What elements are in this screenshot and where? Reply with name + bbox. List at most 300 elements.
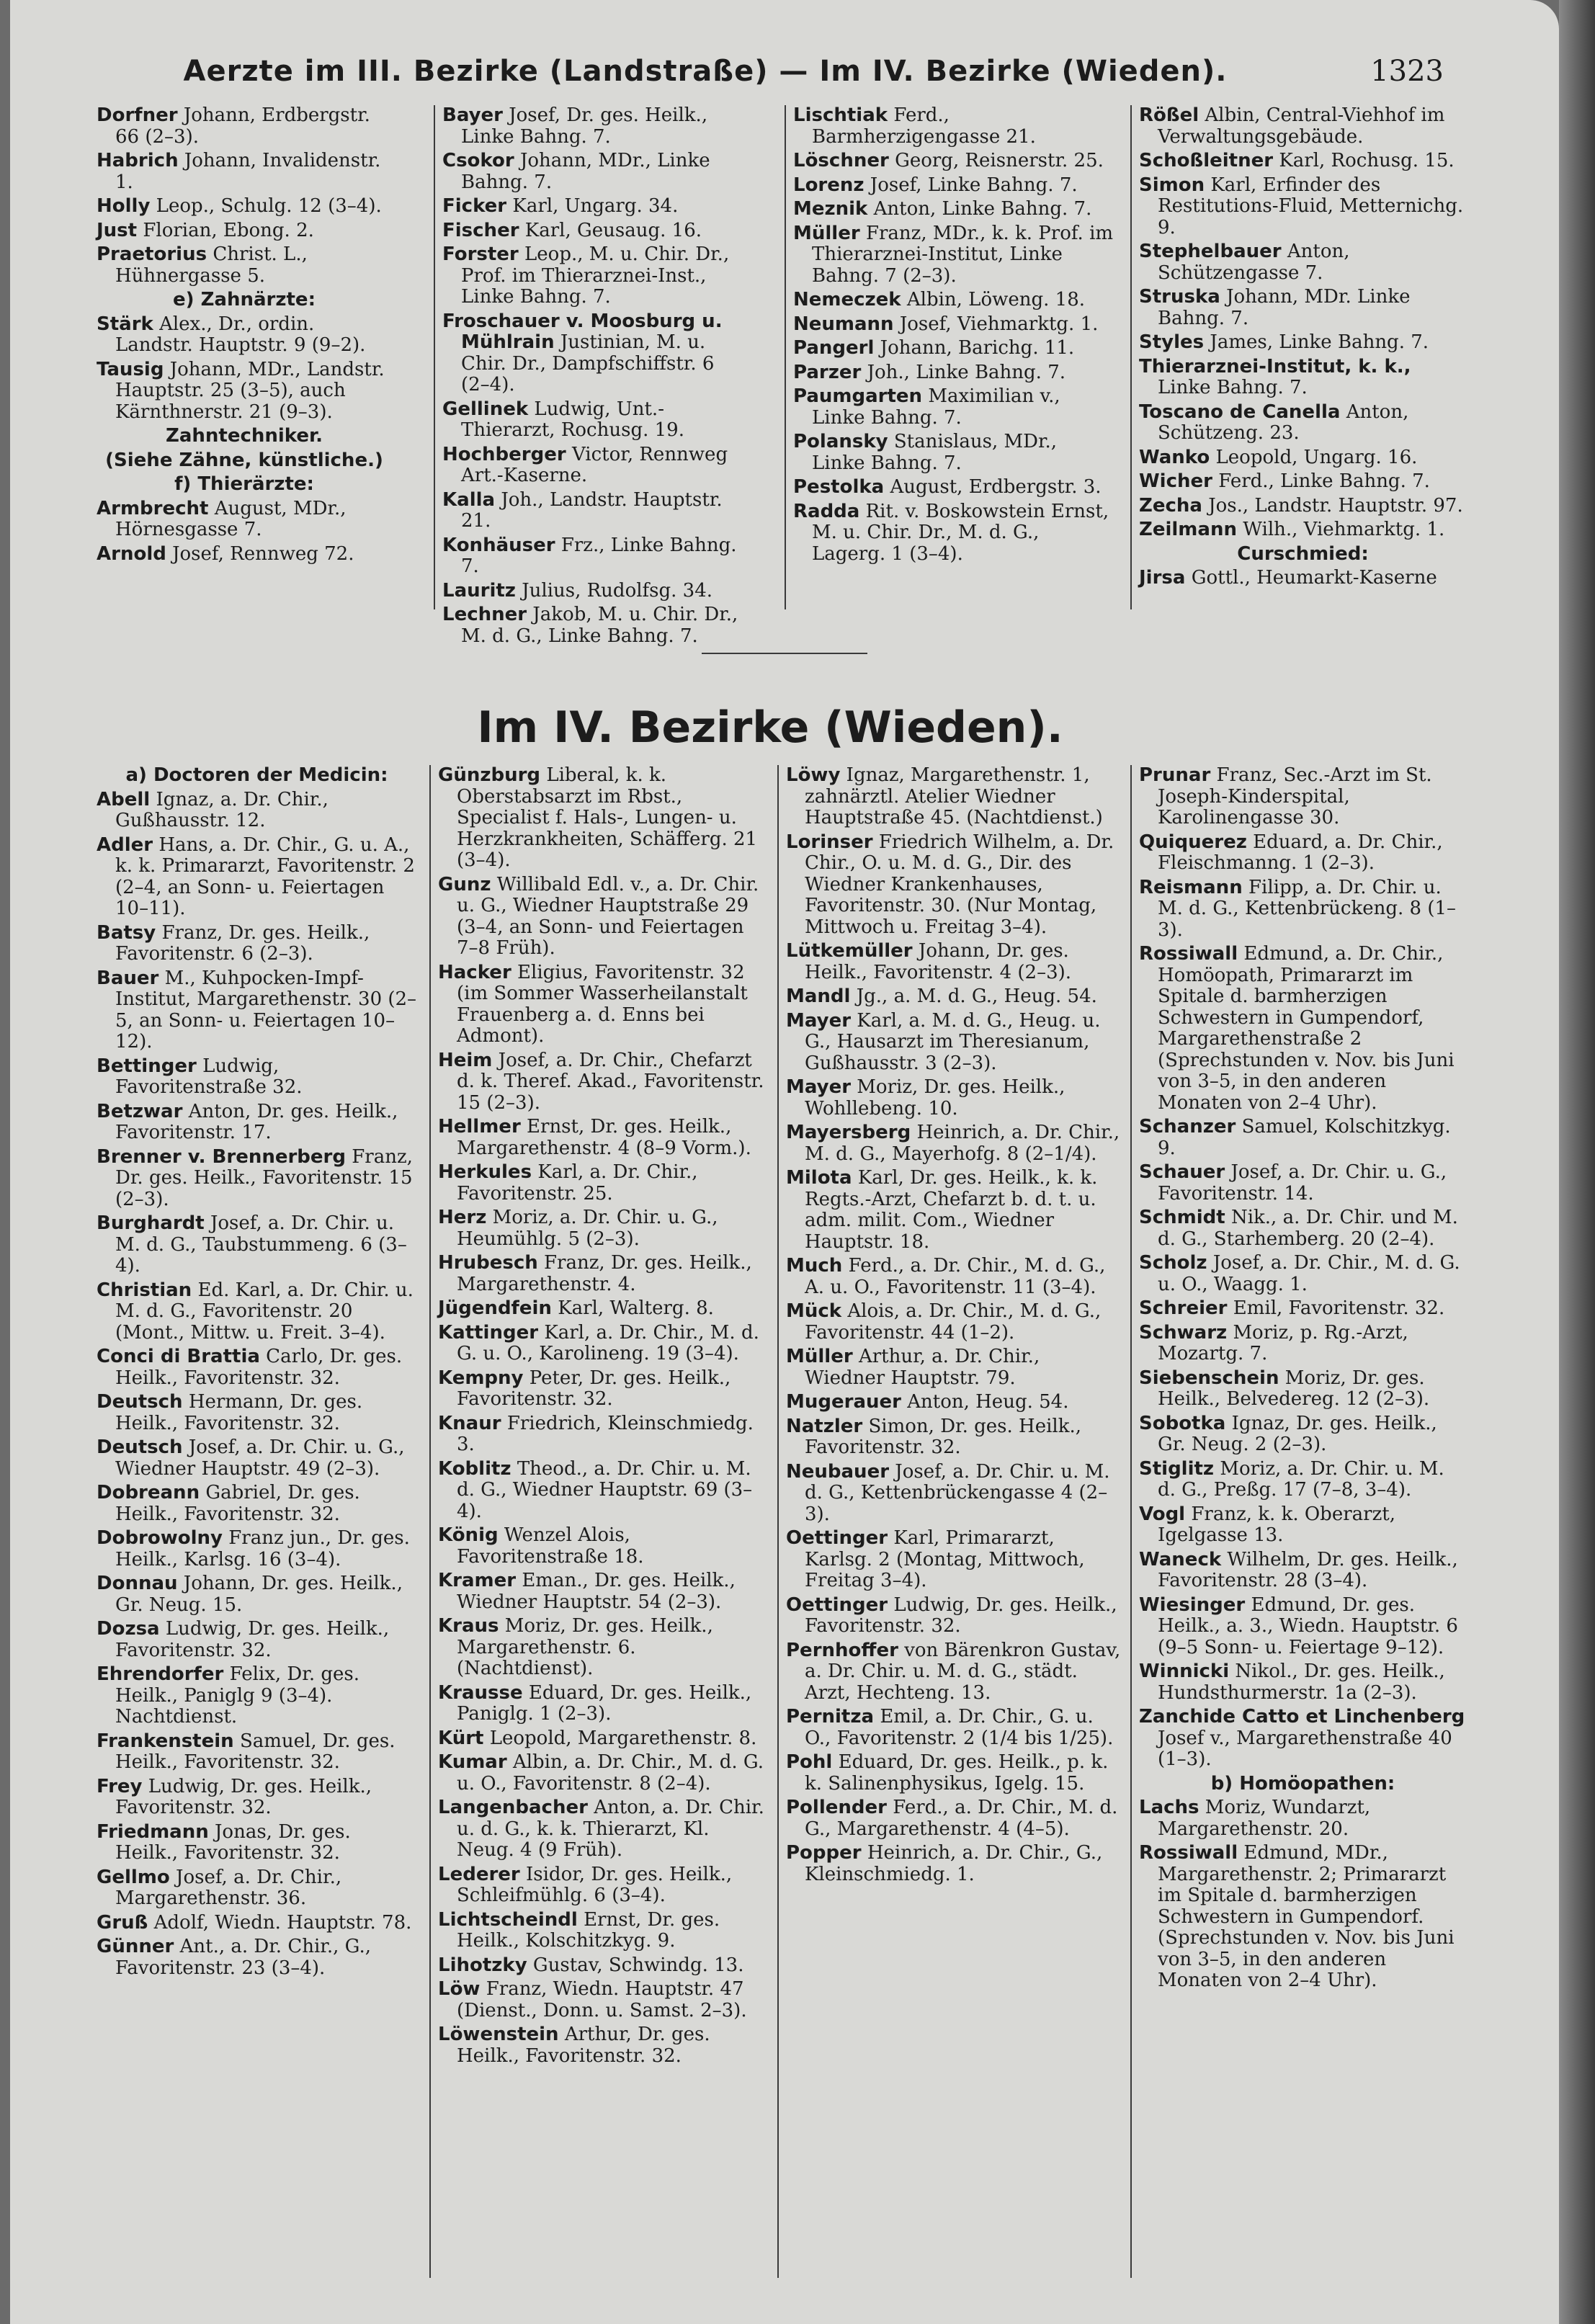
entry-name: Wanko <box>1139 446 1210 468</box>
entry-name: Scholz <box>1139 1252 1207 1274</box>
entry-details: Johann, Barichg. 11. <box>880 337 1075 359</box>
entry-details: Florian, Ebong. 2. <box>143 219 314 241</box>
directory-entry <box>97 1936 417 1979</box>
entry-name: Jügendfein <box>438 1297 552 1319</box>
entry-details: Albin, a. Dr. Chir., M. d. G. u. O., Favoritenstr. 8 (2–4). <box>457 1751 764 1795</box>
directory-entry <box>1139 1323 1467 1365</box>
directory-entry <box>1139 332 1467 354</box>
directory-entry <box>786 1122 1125 1165</box>
entry-details: Peter, Dr. ges. Heilk., Favoritenstr. 32. <box>457 1367 731 1410</box>
directory-entry <box>786 1077 1125 1119</box>
entry-name: Popper <box>786 1842 862 1864</box>
directory-entry <box>442 311 741 396</box>
entry-details: Karl, Erfinder des Restitutions-Fluid, Metternichg. 9. <box>1158 174 1464 238</box>
entry-name: Brenner v. Brennerberg <box>97 1145 346 1168</box>
bottom-column-2 <box>438 765 769 2292</box>
entry-name: Lischtiak <box>793 104 888 126</box>
entry-name: Gruß <box>97 1911 148 1934</box>
entry-name: Kraus <box>438 1615 499 1637</box>
entry-name: Frey <box>97 1775 143 1797</box>
entry-details: Karl, Dr. ges. Heilk., k. k. Regts.-Arzt, Chefarzt b. d. t. u. adm. milit. Com., Wiedner Hauptstr. 18. <box>805 1167 1098 1253</box>
directory-entry <box>1139 1413 1467 1456</box>
directory-entry <box>793 175 1114 197</box>
entry-name: Fischer <box>442 219 519 241</box>
entry-details: Johann, Dr. ges. Heilk., Gr. Neug. 15. <box>115 1573 403 1616</box>
section-heading: a) Doctoren der Medicin: <box>125 764 388 786</box>
entry-details: Johann, Dr. ges. Heilk., Favoritenstr. 4 (2–3). <box>805 940 1072 983</box>
entry-name: Pangerl <box>793 337 875 359</box>
entry-name: Bayer <box>442 104 503 126</box>
entry-details: Nikol., Dr. ges. Heilk., Hundsthurmerstr. 1a (2–3). <box>1158 1661 1445 1704</box>
directory-entry <box>438 875 769 960</box>
entry-name: Zanchide Catto et Linchenberg <box>1139 1706 1465 1728</box>
directory-entry <box>786 1416 1125 1459</box>
entry-name: Rößel <box>1139 104 1199 126</box>
entry-name: Neumann <box>793 313 894 335</box>
entry-name: Jirsa <box>1139 567 1186 589</box>
directory-entry <box>1139 1797 1467 1840</box>
entry-details: Edmund, a. Dr. Chir., Homöopath, Primararzt im Spitale d. barmherzigen Schwestern in Gumpendorf, Margarethenstraße 2 (Sprechstunden v. Nov. bis Juni von 3–5, in den anderen Monaten von 2–4 Uhr). <box>1158 943 1455 1114</box>
directory-entry <box>786 765 1125 829</box>
entry-name: Oettinger <box>786 1594 888 1616</box>
entry-details: Heinrich, a. Dr. Chir., M. d. G., Mayerhofg. 8 (2–1/4). <box>805 1122 1120 1165</box>
entry-details: Johann, MDr., Landstr. Hauptstr. 25 (3–5), auch Kärnthnerstr. 21 (9–3). <box>115 358 385 423</box>
entry-name: Deutsch <box>97 1391 183 1413</box>
directory-entry <box>97 1913 417 1934</box>
entry-name: Tausig <box>97 358 164 380</box>
entry-name: Gellinek <box>442 398 529 420</box>
entry-name: Meznik <box>793 198 868 220</box>
directory-entry <box>442 399 741 442</box>
directory-entry <box>97 105 392 148</box>
entry-name: Stiglitz <box>1139 1457 1215 1480</box>
entry-name: Lauritz <box>442 579 516 602</box>
entry-name: Vogl <box>1139 1503 1186 1525</box>
entry-name: Struska <box>1139 286 1220 308</box>
section-heading: b) Homöopathen: <box>1210 1772 1395 1795</box>
directory-entry <box>97 1213 417 1277</box>
entry-details: James, Linke Bahng. 7. <box>1210 331 1429 353</box>
entry-name: Zeilmann <box>1139 519 1237 540</box>
entry-name: Lütkemüller <box>786 940 913 962</box>
entry-name: Mandl <box>786 986 851 1007</box>
directory-entry <box>97 1280 417 1344</box>
directory-entry <box>438 1728 769 1750</box>
entry-details: Ed. Karl, a. Dr. Chir. u. M. d. G., Favoritenstr. 20 (Mont., Mittw. u. Freit. 3–4). <box>115 1279 414 1344</box>
entry-details: Ludwig, Dr. ges. Heilk., Favoritenstr. 32. <box>115 1618 390 1661</box>
entry-name: Sobotka <box>1139 1412 1226 1434</box>
entry-name: Pestolka <box>793 476 885 498</box>
entry-details: Franz jun., Dr. ges. Heilk., Karlsg. 16 (3–4). <box>115 1527 410 1570</box>
page-edge-shadow <box>1559 0 1595 2324</box>
entry-name: Neubauer <box>786 1460 890 1483</box>
entry-details: Moriz, a. Dr. Chir. u. M. d. G., Preßg. 17 (7–8, 3–4). <box>1158 1457 1444 1501</box>
directory-entry <box>793 432 1114 474</box>
entry-details: Karl, Geusaug. 16. <box>524 219 702 241</box>
entry-details: von Bärenkron Gustav, a. Dr. Chir. u. M. d. G., städt. Arzt, Hechteng. 13. <box>805 1639 1121 1704</box>
directory-entry <box>438 1323 769 1365</box>
entry-name: Mugerauer <box>786 1391 901 1413</box>
directory-entry <box>97 244 392 287</box>
entry-name: Kattinger <box>438 1321 539 1344</box>
column-divider <box>777 765 779 2278</box>
entry-name: Csokor <box>442 150 514 171</box>
entry-details: Leopold, Margarethenstr. 8. <box>489 1727 757 1749</box>
entry-name: Friedmann <box>97 1820 209 1843</box>
directory-entry <box>793 386 1114 429</box>
directory-entry <box>786 1843 1125 1885</box>
entry-details: Josef, Dr. ges. Heilk., Linke Bahng. 7. <box>461 104 708 148</box>
entry-name: Milota <box>786 1167 852 1189</box>
directory-entry <box>1139 496 1467 517</box>
entry-details: Moriz, Dr. ges. Heilk., Margarethenstr. 6. (Nachtdienst). <box>457 1615 713 1679</box>
directory-entry <box>97 790 417 832</box>
entry-name: Zecha <box>1139 494 1202 517</box>
directory-entry <box>1139 1504 1467 1547</box>
entry-name: Radda <box>793 500 860 522</box>
directory-entry <box>442 244 741 308</box>
entry-details: Frz., Linke Bahng. 7. <box>461 534 737 577</box>
entry-details: Friedrich, Kleinschmiedg. 3. <box>457 1412 754 1455</box>
entry-name: Hellmer <box>438 1116 521 1138</box>
entry-name: Schreier <box>1139 1297 1228 1319</box>
entry-name: Much <box>786 1255 843 1277</box>
section-heading: (Siehe Zähne, künstliche.) <box>105 449 383 471</box>
directory-entry <box>438 1864 769 1907</box>
entry-name: Koblitz <box>438 1457 511 1480</box>
entry-name: Löwy <box>786 764 841 786</box>
entry-name: Stephelbauer <box>1139 241 1282 262</box>
entry-details: Franz, Wiedn. Hauptstr. 47 (Dienst., Donn. u. Samst. 2–3). <box>457 1978 747 2021</box>
entry-name: Stärk <box>97 313 153 335</box>
entry-name: Müller <box>786 1346 853 1367</box>
entry-name: Pernhoffer <box>786 1639 898 1661</box>
entry-details: Josef, Linke Bahng. 7. <box>870 174 1078 196</box>
directory-entry <box>442 105 741 148</box>
entry-name: Lorinser <box>786 831 873 853</box>
directory-entry <box>793 477 1114 499</box>
column-divider <box>1130 105 1132 609</box>
entry-name: Schmidt <box>1139 1207 1225 1228</box>
section-rule <box>702 653 867 654</box>
entry-details: Friedrich Wilhelm, a. Dr. Chir., O. u. M. d. G., Dir. des Wiedner Krankenhauses, Favoritenstr. 30. (Nur Montag, Mittwoch u. Freitag 3–4). <box>805 831 1114 938</box>
top-column-2 <box>442 104 741 647</box>
directory-entry <box>97 1483 417 1525</box>
directory-entry <box>438 2024 769 2067</box>
directory-entry <box>97 968 417 1053</box>
entry-name: Schoßleitner <box>1139 150 1274 171</box>
entry-name: Betzwar <box>97 1100 183 1122</box>
entry-details: Karl, Rochusg. 15. <box>1279 150 1455 171</box>
entry-name: Reismann <box>1139 876 1243 898</box>
entry-details: Edmund, Dr. ges. Heilk., a. 3., Wiedn. Hauptstr. 6 (9–5 Sonn- u. Feiertage 9–12). <box>1158 1594 1458 1658</box>
entry-name: Dozsa <box>97 1618 160 1640</box>
entry-details: Josef v., Margarethenstraße 40 (1–3). <box>1158 1727 1452 1770</box>
directory-entry <box>1139 519 1467 541</box>
entry-name: Ehrendorfer <box>97 1663 224 1685</box>
entry-details: Leop., M. u. Chir. Dr., Prof. im Thierarznei-Inst., Linke Bahng. 7. <box>461 243 730 308</box>
entry-name: Burghardt <box>97 1212 205 1234</box>
entry-name: Forster <box>442 243 519 265</box>
directory-entry <box>97 1346 417 1389</box>
entry-name: Müller <box>793 222 860 244</box>
entry-details: Linke Bahng. 7. <box>1158 377 1308 398</box>
entry-details: Hermann, Dr. ges. Heilk., Favoritenstr. 32. <box>115 1391 363 1434</box>
entry-details: Carlo, Dr. ges. Heilk., Favoritenstr. 32. <box>115 1346 403 1389</box>
entry-name: Krausse <box>438 1681 523 1704</box>
directory-entry <box>442 535 741 578</box>
entry-details: Ludwig, Dr. ges. Heilk., Favoritenstr. 32. <box>805 1594 1117 1637</box>
directory-entry <box>442 196 741 218</box>
directory-entry <box>793 362 1114 384</box>
entry-name: Pollender <box>786 1797 887 1818</box>
directory-entry <box>786 1595 1125 1637</box>
entry-name: Simon <box>1139 174 1205 196</box>
directory-entry <box>786 1752 1125 1795</box>
entry-details: Emil, a. Dr. Chir., G. u. O., Favoritenstr. 2 (1/4 bis 1/25). <box>805 1706 1114 1749</box>
entry-details: Anton, Schützengasse 7. <box>1158 241 1350 284</box>
directory-entry <box>786 1301 1125 1344</box>
directory-entry <box>97 1392 417 1434</box>
entry-details: Samuel, Dr. ges. Heilk., Favoritenstr. 32. <box>115 1730 396 1773</box>
entry-details: Joh., Linke Bahng. 7. <box>867 361 1066 383</box>
entry-name: Praetorius <box>97 243 207 265</box>
entry-name: Günzburg <box>438 764 541 786</box>
directory-entry <box>1139 568 1467 589</box>
entry-name: Herkules <box>438 1161 532 1183</box>
directory-entry <box>97 1731 417 1774</box>
column-divider <box>1130 765 1132 2278</box>
directory-entry <box>786 1011 1125 1075</box>
directory-entry <box>1139 151 1467 172</box>
entry-details: Maximilian v., Linke Bahng. 7. <box>812 385 1060 429</box>
directory-entry <box>1139 1843 1467 1992</box>
entry-name: Waneck <box>1139 1548 1222 1570</box>
entry-name: Adler <box>97 833 153 856</box>
page-number: 1323 <box>1370 55 1444 88</box>
entry-details: Wenzel Alois, Favoritenstraße 18. <box>457 1524 644 1568</box>
directory-entry <box>438 1525 769 1568</box>
entry-details: Eduard, a. Dr. Chir., Fleischmanng. 1 (2–3). <box>1158 831 1443 874</box>
entry-name: Parzer <box>793 361 862 383</box>
entry-details: Franz, Sec.-Arzt im St. Joseph-Kinderspital, Karolinengasse 30. <box>1158 764 1432 828</box>
directory-entry <box>97 359 392 424</box>
entry-name: Rossiwall <box>1139 943 1238 965</box>
entry-details: Heinrich, a. Dr. Chir., G., Kleinschmiedg. 1. <box>805 1842 1103 1885</box>
directory-entry <box>438 1413 769 1456</box>
entry-name: König <box>438 1524 499 1546</box>
entry-details: Gabriel, Dr. ges. Heilk., Favoritenstr. 32. <box>115 1482 360 1525</box>
entry-details: Julius, Rudolfsg. 34. <box>522 579 713 602</box>
entry-name: Nemeczek <box>793 289 901 310</box>
entry-name: Lechner <box>442 604 527 625</box>
directory-entry <box>438 1368 769 1411</box>
entry-details: Leopold, Ungarg. 16. <box>1215 446 1418 468</box>
directory-entry <box>97 544 392 566</box>
entry-name: Batsy <box>97 921 156 944</box>
entry-name: Günner <box>97 1936 174 1957</box>
directory-entry <box>442 220 741 242</box>
entry-name: Winnicki <box>1139 1661 1230 1682</box>
directory-entry <box>1139 1550 1467 1592</box>
column-divider <box>785 105 786 609</box>
directory-entry <box>438 1979 769 2021</box>
directory-entry <box>1139 447 1467 469</box>
entry-details: Anton, Heug. 54. <box>907 1391 1069 1413</box>
entry-details: Felix, Dr. ges. Heilk., Paniglg 9 (3–4). Nachtdienst. <box>115 1663 359 1728</box>
directory-entry <box>1139 287 1467 329</box>
entry-details: Stanislaus, MDr., Linke Bahng. 7. <box>812 431 1058 474</box>
bottom-column-1 <box>97 765 417 2292</box>
directory-entry <box>1139 241 1467 284</box>
entry-details: Karl, a. Dr. Chir., Favoritenstr. 25. <box>457 1161 698 1205</box>
entry-name: Kumar <box>438 1751 507 1773</box>
entry-details: Moriz, Dr. ges. Heilk., Belvedereg. 12 (2–3). <box>1158 1367 1430 1410</box>
entry-name: Löw <box>438 1978 481 2000</box>
directory-entry <box>438 1117 769 1159</box>
directory-entry <box>786 1462 1125 1526</box>
entry-details: Jg., a. M. d. G., Heug. 54. <box>856 986 1097 1007</box>
entry-details: Johann, Erdbergstr. 66 (2–3). <box>115 104 370 148</box>
entry-name: Ficker <box>442 195 507 217</box>
entry-details: Jakob, M. u. Chir. Dr., M. d. G., Linke Bahng. 7. <box>461 604 738 647</box>
entry-name: Just <box>97 219 138 241</box>
entry-name: Mück <box>786 1300 842 1322</box>
entry-details: Anton, Dr. ges. Heilk., Favoritenstr. 17. <box>115 1100 398 1143</box>
entry-details: Willibald Edl. v., a. Dr. Chir. u. G., Wiedner Hauptstraße 29 (3–4, an Sonn- und Feiertagen 7–8 Früh). <box>457 873 759 959</box>
directory-entry <box>438 1616 769 1680</box>
directory-entry <box>442 151 741 193</box>
entry-details: Franz, Dr. ges. Heilk., Favoritenstr. 15 (2–3). <box>115 1145 413 1210</box>
directory-entry <box>1139 402 1467 444</box>
entry-details: August, Erdbergstr. 3. <box>890 476 1102 498</box>
entry-name: Bettinger <box>97 1055 197 1077</box>
directory-entry <box>97 1867 417 1910</box>
entry-name: Schwarz <box>1139 1321 1228 1344</box>
entry-details: Josef, Rennweg 72. <box>172 542 354 565</box>
entry-name: Styles <box>1139 331 1205 353</box>
top-column-1 <box>97 105 392 624</box>
entry-details: Moriz, Wundarzt, Margarethenstr. 20. <box>1158 1797 1371 1840</box>
entry-details: Ferd., a. Dr. Chir., M. d. G., A. u. O., Favoritenstr. 11 (3–4). <box>805 1255 1106 1298</box>
entry-details: Karl, a. M. d. G., Heug. u. G., Hausarzt im Theresianum, Gußhausstr. 3 (2–3). <box>805 1009 1101 1074</box>
entry-details: Emil, Favoritenstr. 32. <box>1233 1297 1445 1319</box>
section-heading: Zahntechniker. <box>165 425 323 447</box>
entry-name: Löschner <box>793 150 889 171</box>
directory-entry <box>438 1207 769 1250</box>
entry-details: Gustav, Schwindg. 13. <box>532 1954 744 1976</box>
entry-name: Schanzer <box>1139 1116 1236 1138</box>
directory-entry <box>793 314 1114 336</box>
directory-entry <box>438 765 769 872</box>
entry-name: Quiquerez <box>1139 831 1247 853</box>
directory-entry <box>1139 944 1467 1114</box>
entry-name: Knaur <box>438 1412 501 1434</box>
directory-entry <box>793 223 1114 287</box>
entry-details: Georg, Reisnerstr. 25. <box>895 150 1104 171</box>
entry-details: Josef, Viehmarktg. 1. <box>899 313 1099 335</box>
entry-details: Eduard, Dr. ges. Heilk., Paniglg. 1 (2–3). <box>457 1681 752 1725</box>
directory-entry <box>1139 175 1467 239</box>
bottom-column-4 <box>1139 765 1467 2292</box>
entry-name: Wicher <box>1139 470 1212 492</box>
entry-name: Christian <box>97 1279 192 1301</box>
directory-entry <box>1139 1707 1467 1771</box>
entry-details: Moriz, a. Dr. Chir. u. G., Heumühlg. 5 (2–3). <box>457 1207 718 1250</box>
entry-name: Donnau <box>97 1573 178 1594</box>
directory-entry <box>97 1822 417 1864</box>
entry-name: Toscano de Canella <box>1139 401 1341 423</box>
entry-details: Ignaz, Margarethenstr. 1, zahnärztl. Atelier Wiedner Hauptstraße 45. (Nachtdienst.) <box>805 764 1103 828</box>
entry-details: Anton, Schützeng. 23. <box>1158 401 1409 444</box>
entry-details: Albin, Löweng. 18. <box>906 289 1086 310</box>
entry-name: Kürt <box>438 1727 484 1749</box>
entry-name: Frankenstein <box>97 1730 234 1752</box>
directory-entry <box>786 1392 1125 1413</box>
entry-details: Hans, a. Dr. Chir., G. u. A., k. k. Primararzt, Favoritenstr. 2 (2–4, an Sonn- u. Feiertagen 10–11). <box>115 833 415 919</box>
entry-details: Filipp, a. Dr. Chir. u. M. d. G., Kettenbrückeng. 8 (1–3). <box>1158 876 1457 941</box>
directory-entry <box>793 105 1114 148</box>
entry-name: Herz <box>438 1207 487 1228</box>
entry-details: Ferd., Barmherzigengasse 21. <box>812 104 1036 148</box>
entry-details: Josef, a. Dr. Chir. u. G., Favoritenstr. 14. <box>1158 1161 1447 1205</box>
directory-entry <box>97 1101 417 1144</box>
directory-entry <box>1139 1162 1467 1205</box>
directory-entry <box>1139 1117 1467 1159</box>
entry-details: Samuel, Kolschitzkyg. 9. <box>1158 1116 1451 1159</box>
entry-details: Rit. v. Boskowstein Ernst, M. u. Chir. Dr., M. d. G., Lagerg. 1 (3–4). <box>812 500 1109 565</box>
entry-name: Pernitza <box>786 1706 875 1728</box>
entry-name: Prunar <box>1139 764 1211 786</box>
directory-entry <box>793 151 1114 172</box>
directory-entry <box>786 1707 1125 1749</box>
entry-name: Lachs <box>1139 1797 1199 1818</box>
directory-entry <box>438 1683 769 1725</box>
column-divider <box>434 105 435 609</box>
entry-name: Polansky <box>793 431 888 452</box>
entry-name: Gunz <box>438 873 491 895</box>
directory-entry <box>97 1664 417 1728</box>
directory-entry <box>97 923 417 965</box>
entry-details: Liberal, k. k. Oberstabsarzt im Rbst., Specialist f. Hals-, Lungen- u. Herzkrankheiten, Schäfferg. 21 (3–4). <box>457 764 758 871</box>
entry-name: Dobrowolny <box>97 1527 223 1549</box>
directory-entry <box>786 941 1125 983</box>
entry-details: August, MDr., Hörnesgasse 7. <box>115 497 347 540</box>
entry-name: Wiesinger <box>1139 1594 1246 1616</box>
page-header <box>97 55 1444 98</box>
entry-name: Hacker <box>438 961 511 983</box>
entry-name: Hochberger <box>442 443 566 465</box>
entry-details: Nik., a. Dr. Chir. und M. d. G., Starhemberg. 20 (2–4). <box>1158 1207 1458 1250</box>
entry-name: Froschauer v. Moosburg u. Mühlrain <box>442 310 723 353</box>
column-divider <box>429 765 431 2278</box>
entry-name: Siebenschein <box>1139 1367 1279 1389</box>
entry-details: Ignaz, Dr. ges. Heilk., Gr. Neug. 2 (2–3). <box>1158 1412 1437 1455</box>
entry-details: Wilh., Viehmarktg. 1. <box>1243 519 1445 540</box>
section-heading: Curschmied: <box>1237 542 1369 565</box>
entry-name: Schauer <box>1139 1161 1225 1183</box>
directory-entry <box>97 220 392 242</box>
entry-details: Franz, k. k. Oberarzt, Igelgasse 13. <box>1158 1503 1395 1546</box>
top-column-3 <box>793 105 1114 624</box>
entry-details: Albin, Central-Viehhof im Verwaltungsgebäude. <box>1158 104 1445 148</box>
running-title: Aerzte im III. Bezirke (Landstraße) — Im IV. Bezirke (Wieden). <box>183 55 1228 88</box>
directory-entry <box>438 1910 769 1952</box>
directory-entry <box>1139 1661 1467 1704</box>
entry-details: Karl, Ungarg. 34. <box>512 195 679 217</box>
directory-entry <box>438 1253 769 1295</box>
entry-details: Ant., a. Dr. Chir., G., Favoritenstr. 23 (3–4). <box>115 1936 372 1979</box>
